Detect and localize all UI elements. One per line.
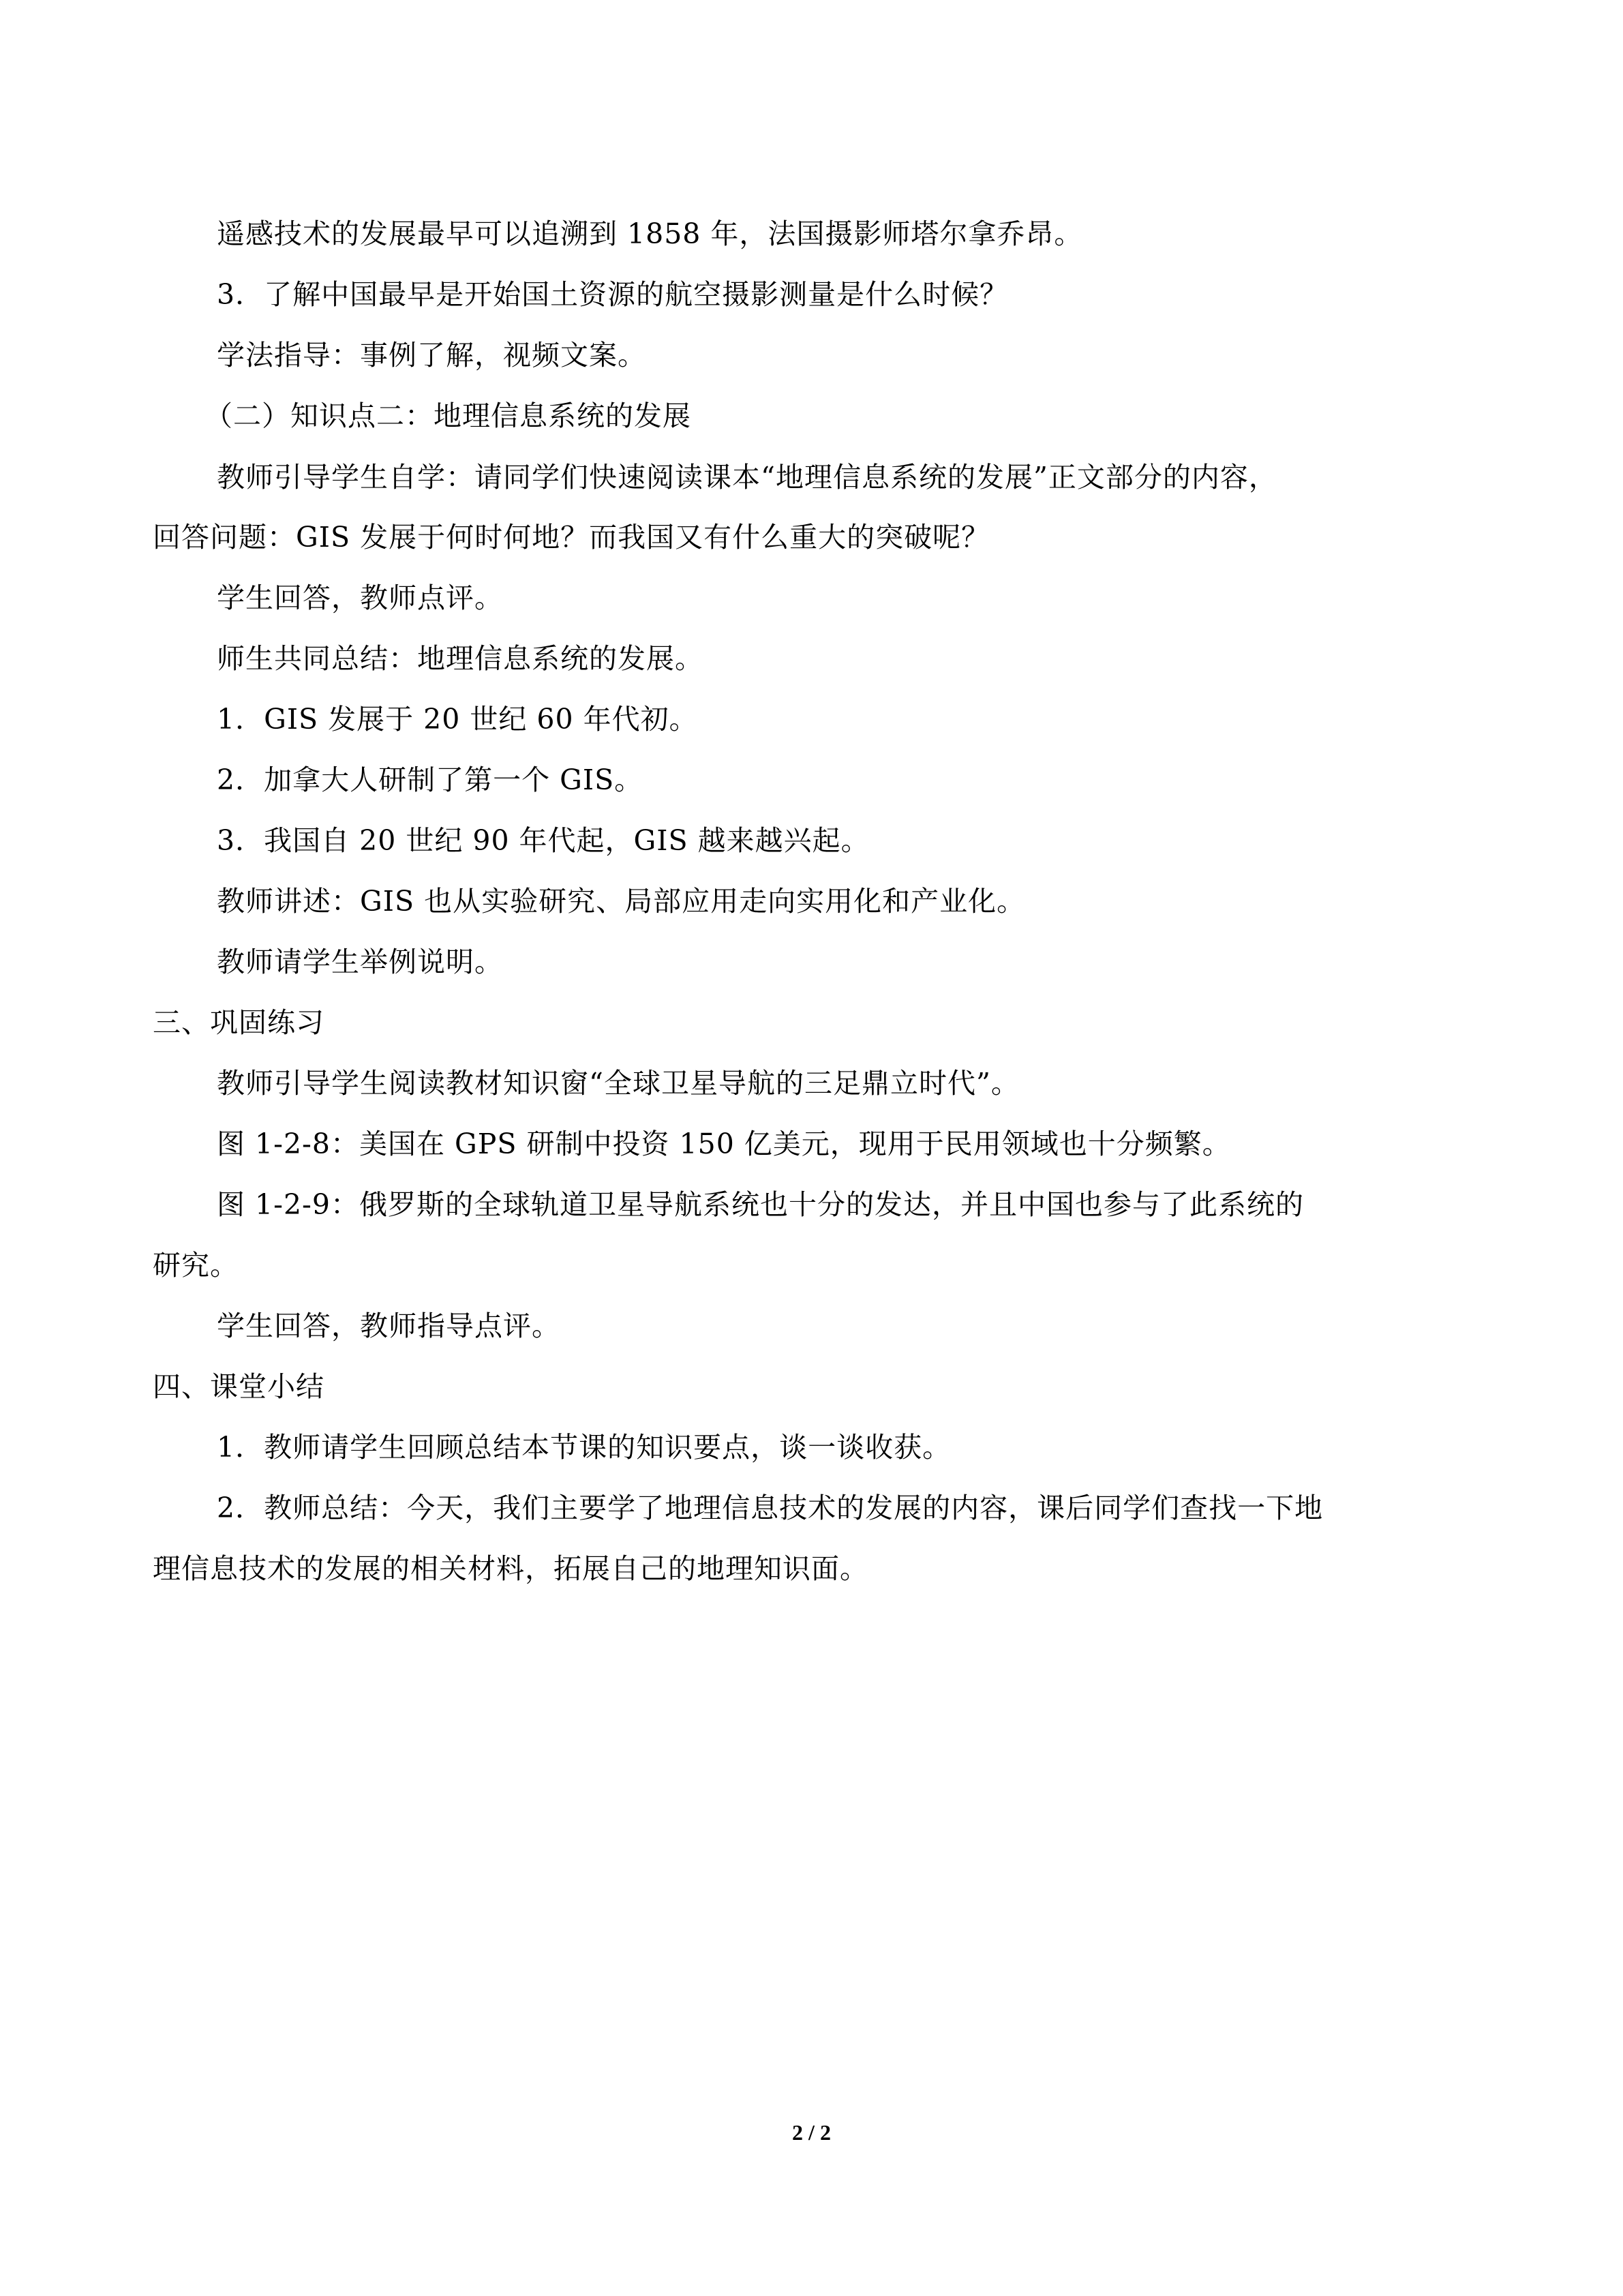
list-item: 3．我国自 20 世纪 90 年代起，GIS 越来越兴起。 xyxy=(217,824,870,857)
paragraph-line: 师生共同总结：地理信息系统的发展。 xyxy=(217,642,703,675)
paragraph-line: 教师引导学生自学：请同学们快速阅读课本“地理信息系统的发展”正文部分的内容， xyxy=(217,461,1277,494)
page-number: 2 / 2 xyxy=(792,2120,831,2145)
paragraph-line: 回答问题：GIS 发展于何时何地？而我国又有什么重大的突破呢？ xyxy=(153,521,990,554)
paragraph-line: 教师引导学生阅读教材知识窗“全球卫星导航的三足鼎立时代”。 xyxy=(217,1067,1020,1100)
paragraph-line: 学法指导：事例了解，视频文案。 xyxy=(217,339,646,372)
paragraph-line: 理信息技术的发展的相关材料，拓展自己的地理知识面。 xyxy=(153,1552,868,1585)
section-heading: （二）知识点二：地理信息系统的发展 xyxy=(204,399,691,432)
paragraph-line: 学生回答，教师指导点评。 xyxy=(217,1310,560,1342)
list-item: 2．教师总结：今天，我们主要学了地理信息技术的发展的内容，课后同学们查找一下地 xyxy=(217,1492,1324,1524)
paragraph-line: 图 1-2-9：俄罗斯的全球轨道卫星导航系统也十分的发达，并且中国也参与了此系统的 xyxy=(217,1188,1304,1221)
paragraph-line: 教师请学生举例说明。 xyxy=(217,946,503,978)
section-heading: 四、课堂小结 xyxy=(153,1370,324,1403)
list-item: 1．GIS 发展于 20 世纪 60 年代初。 xyxy=(217,703,698,736)
paragraph-line: 教师讲述：GIS 也从实验研究、局部应用走向实用化和产业化。 xyxy=(217,885,1026,918)
list-item: 1．教师请学生回顾总结本节课的知识要点，谈一谈收获。 xyxy=(217,1431,952,1464)
section-heading: 三、巩固练习 xyxy=(153,1006,324,1039)
paragraph-line: 图 1-2-8：美国在 GPS 研制中投资 150 亿美元，现用于民用领域也十分频繁。 xyxy=(217,1128,1231,1160)
paragraph-line: 3．了解中国最早是开始国土资源的航空摄影测量是什么时候？ xyxy=(217,278,1009,311)
paragraph-line: 学生回答，教师点评。 xyxy=(217,581,503,614)
list-item: 2．加拿大人研制了第一个 GIS。 xyxy=(217,764,643,796)
paragraph-line: 遥感技术的发展最早可以追溯到 1858 年，法国摄影师塔尔拿乔昂。 xyxy=(217,217,1083,250)
paragraph-line: 研究。 xyxy=(153,1249,239,1282)
